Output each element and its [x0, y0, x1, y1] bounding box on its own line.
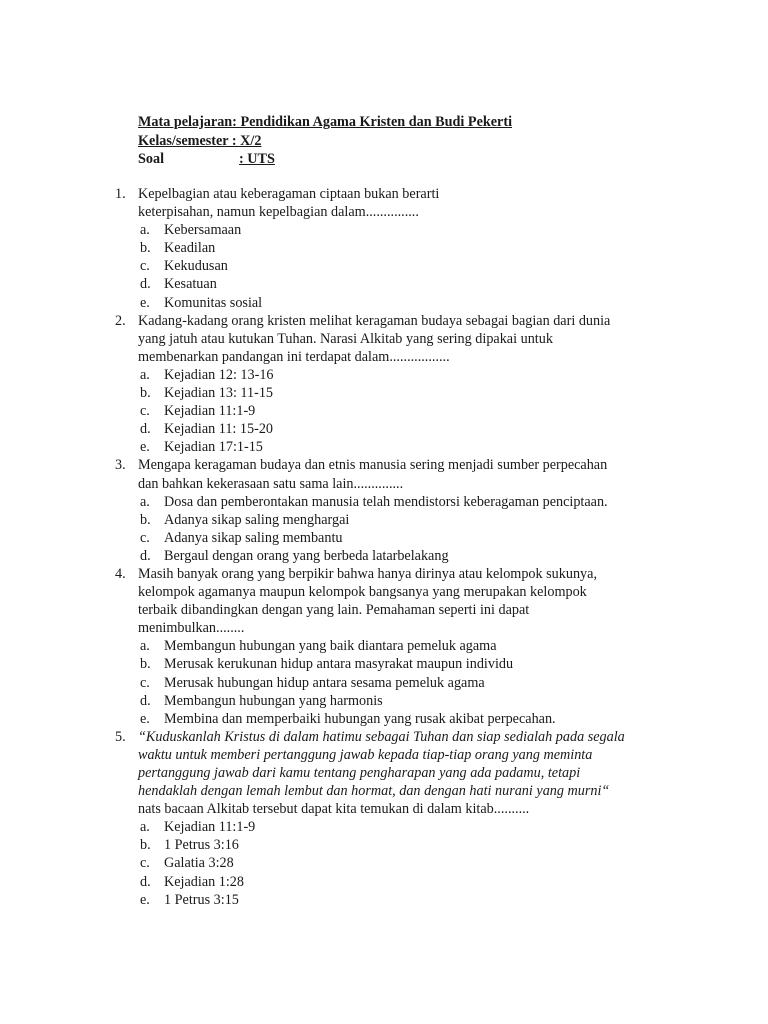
option-list: [138, 493, 675, 565]
option-a: [138, 366, 675, 384]
option-text: Membangun hubungan yang harmonis: [164, 692, 383, 709]
stem-line: Masih banyak orang yang berpikir bahwa hanya dirinya atau kelompok sukunya,: [138, 565, 597, 582]
option-letter: a.: [140, 493, 150, 510]
subject-line: Mata pelajaran: Pendidikan Agama Kristen dan Budi Pekerti: [138, 114, 513, 130]
stem-line: terbaik dibandingkan dengan yang lain. Pemahaman seperti ini dapat: [138, 602, 530, 619]
option-b: [138, 655, 675, 673]
option-d: [138, 275, 675, 293]
option-letter: d.: [140, 692, 151, 709]
option-letter: d.: [140, 547, 151, 564]
option-text: Galatia 3:28: [164, 855, 234, 872]
option-text: Komunitas sosial: [164, 294, 263, 311]
option-text: Kejadian 11: 15-20: [164, 421, 274, 438]
soal-line: [138, 150, 512, 169]
question-4: [115, 565, 675, 728]
option-d: [138, 547, 675, 565]
option-letter: a.: [140, 819, 150, 836]
option-text: Bergaul dengan orang yang berbeda latarbelakang: [164, 547, 449, 564]
option-letter: c.: [140, 258, 150, 275]
stem-line: nats bacaan Alkitab tersebut dapat kita temukan di dalam kitab..........: [138, 801, 530, 818]
option-d: [138, 420, 675, 438]
stem-line: yang jatuh atau kutukan Tuhan. Narasi Alkitab yang sering dipakai untuk: [138, 330, 553, 347]
question-5: [115, 728, 675, 909]
option-c: [138, 257, 675, 275]
option-c: [138, 402, 675, 420]
option-letter: b.: [140, 240, 151, 257]
option-text: Kesatuan: [164, 276, 217, 293]
option-text: Kekudusan: [164, 258, 228, 275]
question-1: [115, 185, 675, 312]
option-e: [138, 438, 675, 456]
option-b: [138, 836, 675, 854]
question-stem: [138, 728, 675, 818]
option-text: Kejadian 17:1-15: [164, 439, 263, 456]
stem-line: keterpisahan, namun kepelbagian dalam...............: [138, 204, 419, 221]
option-letter: b.: [140, 656, 151, 673]
soal-label: Soal: [138, 151, 165, 168]
option-c: [138, 854, 675, 872]
option-letter: b.: [140, 511, 151, 528]
option-letter: d.: [140, 276, 151, 293]
question-number: 3.: [115, 457, 126, 474]
question-3: [115, 456, 675, 565]
option-a: [138, 818, 675, 836]
option-letter: a.: [140, 366, 150, 383]
question-number: 2.: [115, 312, 126, 329]
option-c: [138, 674, 675, 692]
option-letter: e.: [140, 710, 150, 727]
option-text: 1 Petrus 3:15: [164, 891, 239, 908]
option-text: Membina dan memperbaiki hubungan yang rusak akibat perpecahan.: [164, 710, 556, 727]
stem-line: Kadang-kadang orang kristen melihat keragaman budaya sebagai bagian dari dunia: [138, 312, 611, 329]
option-letter: b.: [140, 385, 151, 402]
option-a: [138, 637, 675, 655]
class-line: Kelas/semester : X/2: [138, 132, 262, 149]
option-a: [138, 221, 675, 239]
question-stem: [138, 456, 675, 492]
option-list: [138, 818, 675, 908]
question-stem: [138, 565, 675, 637]
option-letter: e.: [140, 439, 150, 456]
option-d: [138, 873, 675, 891]
option-e: [138, 710, 675, 728]
option-letter: c.: [140, 529, 150, 546]
exam-header: [138, 113, 512, 169]
stem-line: dan bahkan kekerasaan satu sama lain..............: [138, 475, 404, 492]
quoted-verse-line: pertanggung jawab dari kamu tentang pengharapan yang ada padamu, tetapi: [138, 765, 581, 781]
option-letter: e.: [140, 294, 150, 311]
soal-value: : UTS: [239, 151, 275, 168]
option-letter: d.: [140, 421, 151, 438]
option-c: [138, 529, 675, 547]
option-letter: e.: [140, 891, 150, 908]
option-b: [138, 239, 675, 257]
question-stem: [138, 312, 675, 366]
stem-line: membenarkan pandangan ini terdapat dalam.................: [138, 348, 450, 365]
question-number: 1.: [115, 186, 126, 202]
stem-line: Kepelbagian atau keberagaman ciptaan bukan berarti: [138, 186, 440, 202]
option-text: Adanya sikap saling membantu: [164, 529, 343, 546]
option-letter: c.: [140, 855, 150, 872]
question-number: 5.: [115, 728, 126, 745]
question-number: 4.: [115, 565, 126, 582]
option-text: Merusak kerukunan hidup antara masyrakat maupun individu: [164, 656, 514, 673]
option-letter: d.: [140, 873, 151, 890]
option-e: [138, 294, 675, 312]
option-text: Kebersamaan: [164, 222, 242, 239]
stem-line: kelompok agamanya maupun kelompok bangsanya yang merupakan kelompok: [138, 584, 587, 601]
question-stem: [138, 185, 675, 221]
option-text: 1 Petrus 3:16: [164, 837, 239, 854]
option-text: Merusak hubungan hidup antara sesama pemeluk agama: [164, 674, 485, 691]
option-text: Keadilan: [164, 240, 216, 257]
option-letter: a.: [140, 222, 150, 239]
option-text: Kejadian 13: 11-15: [164, 385, 274, 402]
option-text: Kejadian 11:1-9: [164, 819, 256, 836]
option-list: [138, 637, 675, 727]
option-letter: b.: [140, 837, 151, 854]
option-list: [138, 366, 675, 456]
option-text: Kejadian 12: 13-16: [164, 366, 274, 383]
quoted-verse-line: hendaklah dengan lemah lembut dan hormat, dan dengan hati nurani yang murni“: [138, 783, 610, 800]
option-text: Adanya sikap saling menghargai: [164, 511, 350, 528]
stem-line: Mengapa keragaman budaya dan etnis manusia sering menjadi sumber perpecahan: [138, 457, 608, 474]
option-letter: c.: [140, 403, 150, 420]
option-a: [138, 493, 675, 511]
option-list: [138, 221, 675, 311]
option-text: Dosa dan pemberontakan manusia telah mendistorsi keberagaman penciptaan.: [164, 493, 608, 510]
quoted-verse-line: “Kuduskanlah Kristus di dalam hatimu sebagai Tuhan dan siap sedialah pada segala: [138, 728, 625, 745]
question-2: [115, 312, 675, 457]
option-text: Kejadian 11:1-9: [164, 403, 256, 420]
stem-line: menimbulkan........: [138, 620, 245, 637]
question-list: [115, 185, 675, 909]
option-letter: c.: [140, 674, 150, 691]
option-text: Kejadian 1:28: [164, 873, 244, 890]
quoted-verse-line: waktu untuk memberi pertanggung jawab kepada tiap-tiap orang yang meminta: [138, 746, 593, 763]
option-e: [138, 891, 675, 909]
option-letter: a.: [140, 638, 150, 655]
option-d: [138, 692, 675, 710]
option-b: [138, 384, 675, 402]
option-b: [138, 511, 675, 529]
option-text: Membangun hubungan yang baik diantara pemeluk agama: [164, 638, 497, 655]
